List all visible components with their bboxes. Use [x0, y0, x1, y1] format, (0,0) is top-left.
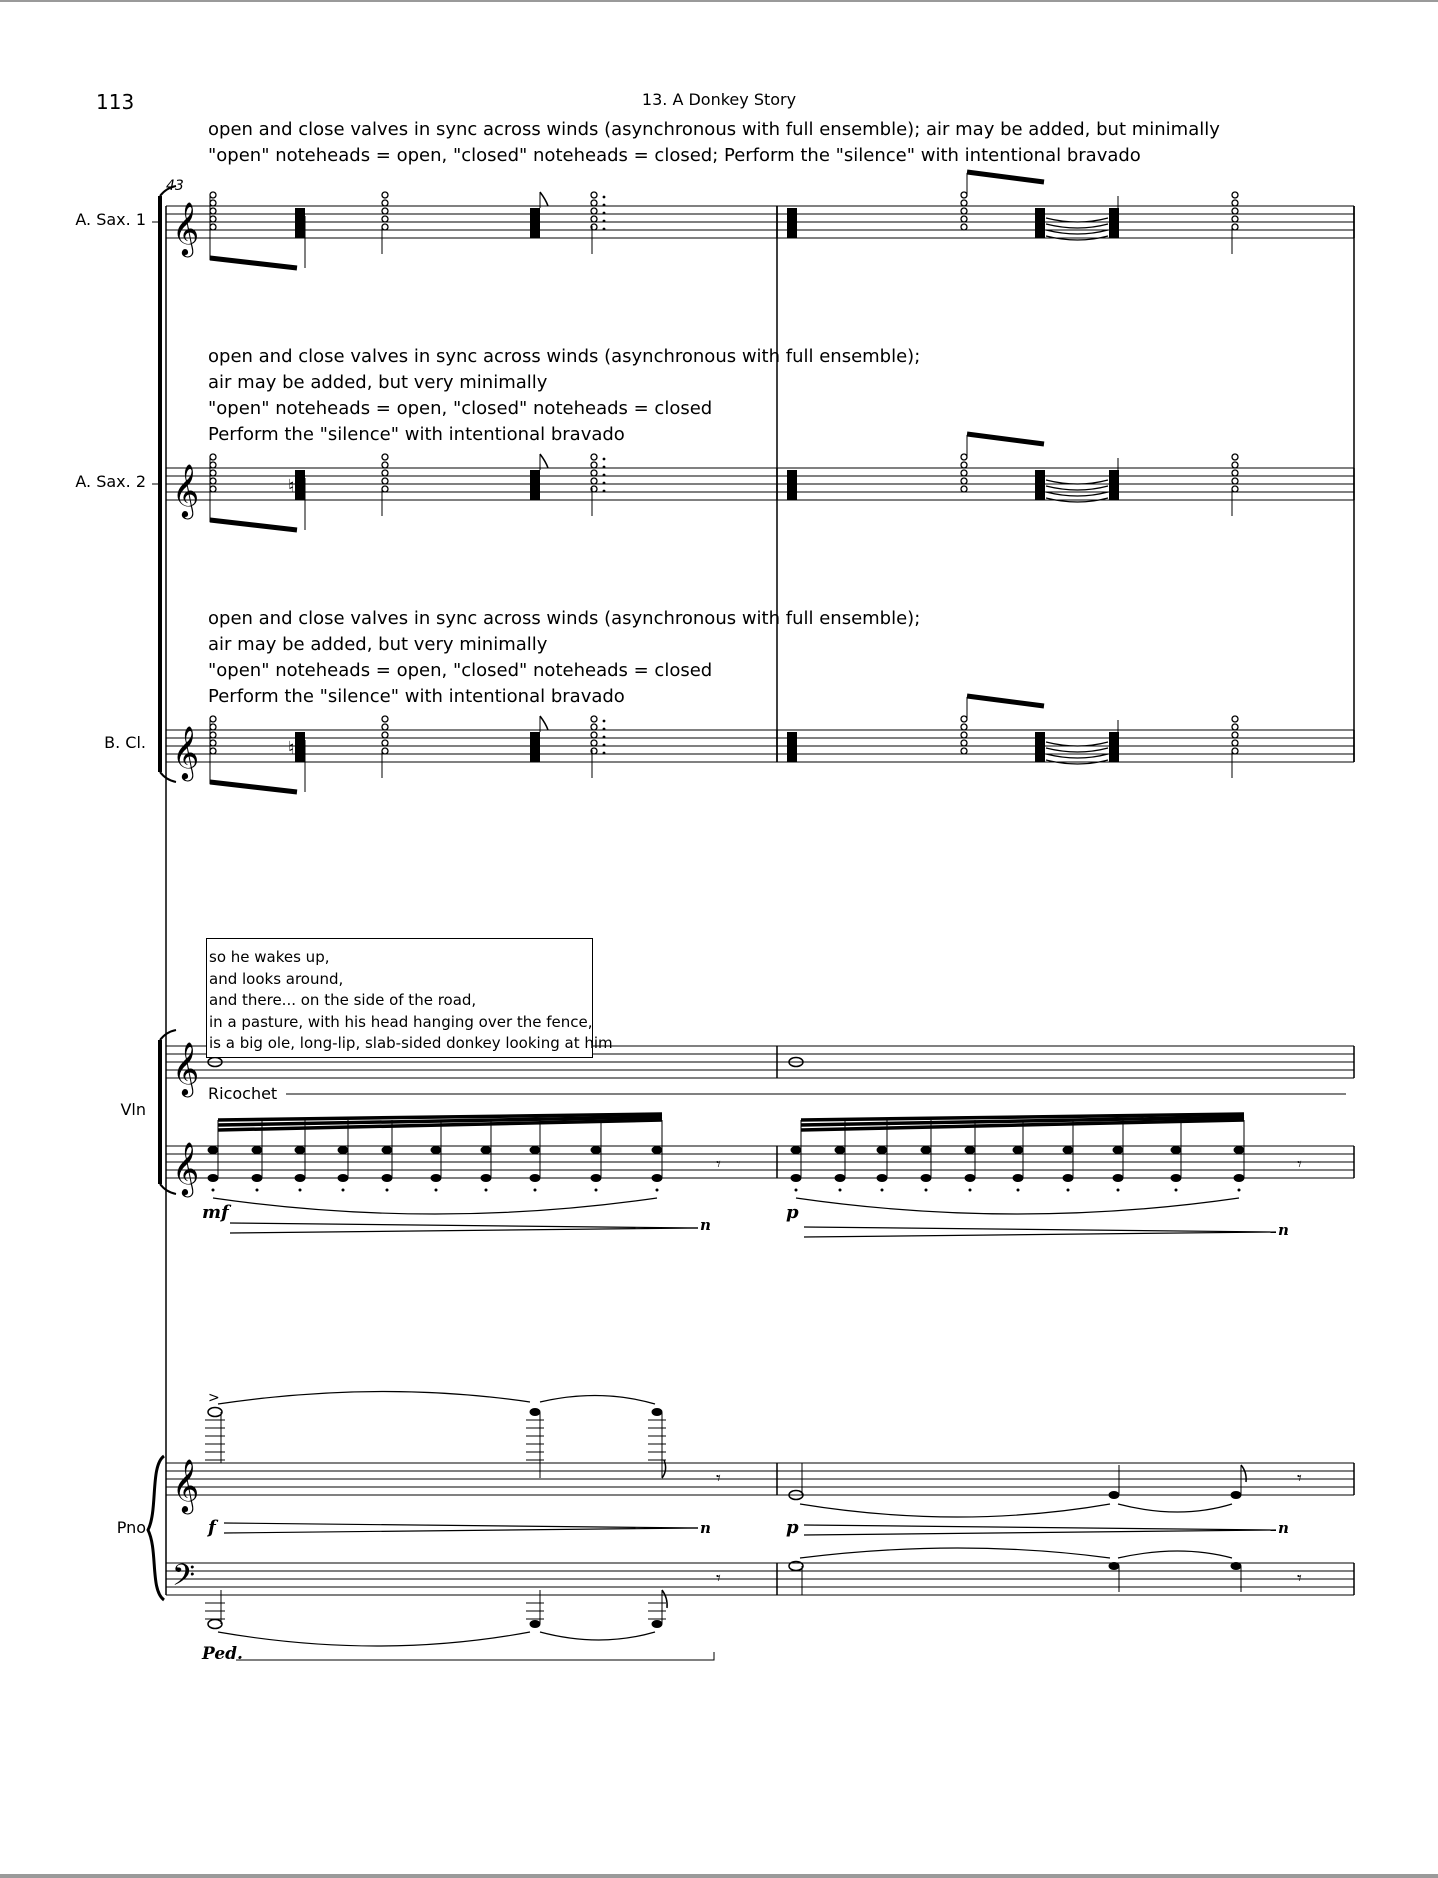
- notehead: [591, 1174, 602, 1182]
- notehead: [791, 1174, 802, 1182]
- notehead: [530, 1620, 541, 1628]
- closed-notehead: [787, 208, 797, 238]
- open-notehead: [961, 740, 967, 746]
- half-note: [208, 1408, 222, 1417]
- open-notehead: [591, 200, 597, 206]
- notehead: [877, 1146, 888, 1154]
- dot: [603, 490, 606, 493]
- notehead: [1063, 1146, 1074, 1154]
- staccato-dot: [435, 1189, 438, 1192]
- open-notehead: [382, 732, 388, 738]
- violin-bracket-top: [160, 1030, 176, 1040]
- notehead: [652, 1146, 663, 1154]
- closed-notehead: [295, 470, 305, 500]
- dot: [603, 204, 606, 207]
- staccato-dot: [534, 1189, 537, 1192]
- open-notehead: [591, 216, 597, 222]
- closed-notehead: [1035, 470, 1045, 500]
- open-notehead: [210, 200, 216, 206]
- closed-notehead: [530, 732, 540, 762]
- notehead: [382, 1146, 393, 1154]
- tie: [1046, 748, 1108, 752]
- story-line: is a big ole, long-lip, slab-sided donkey looking at him: [209, 1034, 613, 1052]
- open-notehead: [382, 208, 388, 214]
- accent: >: [208, 1390, 220, 1406]
- open-notehead: [382, 740, 388, 746]
- instruction-bcl-line3: "open" noteheads = open, "closed" noteheads = closed: [208, 660, 713, 681]
- hairpin: [230, 1228, 698, 1233]
- flag: [540, 192, 548, 206]
- notehead: [652, 1408, 663, 1416]
- notehead: [921, 1174, 932, 1182]
- notehead: [1063, 1174, 1074, 1182]
- slur: [213, 1198, 657, 1214]
- instruction-asax2-line3: "open" noteheads = open, "closed" noteheads = closed: [208, 398, 713, 419]
- staccato-dot: [795, 1189, 798, 1192]
- measure-number: 43: [166, 178, 184, 194]
- tie: [800, 1548, 1110, 1558]
- open-notehead: [961, 732, 967, 738]
- notehead: [1171, 1146, 1182, 1154]
- staccato-dot: [485, 1189, 488, 1192]
- open-notehead: [1232, 470, 1238, 476]
- notehead: [1013, 1146, 1024, 1154]
- open-notehead: [1232, 200, 1238, 206]
- page-number: 113: [96, 90, 135, 114]
- notehead: [591, 1146, 602, 1154]
- tie: [1046, 218, 1108, 222]
- beam: [210, 782, 297, 792]
- tie: [1046, 492, 1108, 496]
- notehead: [1113, 1146, 1124, 1154]
- violin-notes: [208, 1058, 1347, 1215]
- open-notehead: [210, 208, 216, 214]
- notehead: [965, 1146, 976, 1154]
- eighth-rest: 𝄾: [716, 1568, 721, 1589]
- staccato-dot: [386, 1189, 389, 1192]
- open-notehead: [961, 200, 967, 206]
- open-notehead: [210, 478, 216, 484]
- natural-sign: ♮: [288, 476, 295, 497]
- tie: [1046, 230, 1108, 234]
- beam: [967, 696, 1044, 706]
- eighth-rest: 𝄾: [1297, 1568, 1302, 1589]
- open-notehead: [1232, 216, 1238, 222]
- open-notehead: [382, 478, 388, 484]
- dynamic-niente-pno-m1: n: [700, 1519, 711, 1537]
- pedal-marking: Ped.: [202, 1644, 243, 1664]
- open-notehead: [961, 462, 967, 468]
- closed-notehead: [1109, 732, 1119, 762]
- notehead: [252, 1146, 263, 1154]
- open-notehead: [382, 716, 388, 722]
- dynamic-niente-vln-m2: n: [1278, 1221, 1289, 1239]
- notehead: [530, 1408, 541, 1416]
- dynamic-pno-m1: f: [208, 1517, 216, 1538]
- tie: [1046, 480, 1108, 484]
- hairpin: [804, 1227, 1276, 1232]
- open-notehead: [961, 192, 967, 198]
- notehead: [791, 1146, 802, 1154]
- hairpin: [804, 1530, 1276, 1535]
- staccato-dot: [656, 1189, 659, 1192]
- system-brackets: [148, 186, 176, 1600]
- notehead: [431, 1174, 442, 1182]
- dot: [603, 736, 606, 739]
- open-notehead: [961, 478, 967, 484]
- open-notehead: [1232, 454, 1238, 460]
- open-notehead: [1232, 478, 1238, 484]
- open-notehead: [1232, 462, 1238, 468]
- staccato-dot: [1067, 1189, 1070, 1192]
- dot: [603, 752, 606, 755]
- instrument-label-bcl: B. Cl.: [104, 733, 146, 752]
- hairpin: [804, 1525, 1276, 1530]
- ricochet-technique-label: Ricochet: [208, 1086, 281, 1102]
- staccato-dot: [881, 1189, 884, 1192]
- notehead: [431, 1146, 442, 1154]
- dynamic-vln-m1: mf: [202, 1202, 229, 1223]
- slur: [796, 1198, 1239, 1214]
- dot: [603, 220, 606, 223]
- staccato-dot: [595, 1189, 598, 1192]
- eighth-rest: 𝄾: [716, 1468, 721, 1489]
- closed-notehead: [1109, 470, 1119, 500]
- open-notehead: [1232, 716, 1238, 722]
- closed-notehead: [295, 732, 305, 762]
- notehead: [1109, 1491, 1120, 1499]
- flag: [540, 454, 548, 468]
- dynamic-niente-pno-m2: n: [1278, 1519, 1289, 1537]
- notehead: [1109, 1562, 1120, 1570]
- notehead: [295, 1146, 306, 1154]
- notehead: [652, 1620, 663, 1628]
- eighth-rest: 𝄾: [1297, 1468, 1302, 1489]
- open-notehead: [210, 224, 216, 230]
- open-notehead: [210, 748, 216, 754]
- tie: [1118, 1551, 1232, 1558]
- closed-notehead: [787, 732, 797, 762]
- notehead: [835, 1174, 846, 1182]
- open-notehead: [591, 462, 597, 468]
- open-notehead: [961, 224, 967, 230]
- open-notehead: [961, 208, 967, 214]
- eighth-rest: 𝄾: [716, 1154, 721, 1175]
- open-notehead: [210, 454, 216, 460]
- closed-notehead: [530, 470, 540, 500]
- open-notehead: [210, 486, 216, 492]
- open-notehead: [591, 732, 597, 738]
- notehead: [877, 1174, 888, 1182]
- dot: [603, 744, 606, 747]
- hairpin: [230, 1223, 698, 1228]
- staccato-dot: [299, 1189, 302, 1192]
- notehead: [338, 1146, 349, 1154]
- open-notehead: [382, 462, 388, 468]
- hairpins: [224, 1223, 1276, 1538]
- beam: [210, 258, 297, 268]
- open-notehead: [210, 732, 216, 738]
- natural-sign: ♮: [288, 738, 295, 759]
- open-notehead: [210, 192, 216, 198]
- instruction-asax1-line1: open and close valves in sync across winds (asynchronous with full ensemble); air may be added, but minimally: [208, 119, 1220, 140]
- half-note: [208, 1620, 222, 1629]
- treble-clef-bcl: 𝄞: [172, 725, 200, 779]
- clefs: [172, 201, 199, 1600]
- tie: [1046, 742, 1108, 746]
- open-notehead: [591, 716, 597, 722]
- open-notehead: [382, 224, 388, 230]
- dot: [603, 474, 606, 477]
- notehead: [252, 1174, 263, 1182]
- notehead: [921, 1146, 932, 1154]
- open-notehead: [382, 200, 388, 206]
- tie: [540, 1395, 655, 1404]
- staccato-dot: [1175, 1189, 1178, 1192]
- flag: [540, 716, 548, 730]
- open-notehead: [210, 740, 216, 746]
- pedal-line: [236, 1652, 714, 1660]
- notehead: [1113, 1174, 1124, 1182]
- dynamic-pno-m2: p: [786, 1517, 799, 1538]
- open-notehead: [210, 470, 216, 476]
- open-notehead: [1232, 724, 1238, 730]
- closed-notehead: [1035, 732, 1045, 762]
- staccato-dot: [256, 1189, 259, 1192]
- page-title: 13. A Donkey Story: [641, 90, 797, 109]
- instrument-label-vln: Vln: [120, 1100, 146, 1119]
- staccato-dot: [839, 1189, 842, 1192]
- closed-notehead: [1035, 208, 1045, 238]
- open-notehead: [591, 724, 597, 730]
- tie: [1046, 754, 1108, 758]
- hairpin: [224, 1523, 698, 1528]
- open-notehead: [961, 454, 967, 460]
- open-notehead: [210, 462, 216, 468]
- dynamic-vln-m2: p: [786, 1202, 799, 1223]
- closed-notehead: [1109, 208, 1119, 238]
- notehead: [481, 1146, 492, 1154]
- tie: [1046, 224, 1108, 228]
- hairpin: [804, 1232, 1276, 1237]
- staccato-dot: [342, 1189, 345, 1192]
- tie: [540, 1632, 655, 1640]
- staccato-dot: [969, 1189, 972, 1192]
- top-border: [0, 0, 1438, 2]
- open-notehead: [1232, 732, 1238, 738]
- open-notehead: [1232, 486, 1238, 492]
- notehead: [338, 1174, 349, 1182]
- dot: [603, 458, 606, 461]
- notehead: [481, 1174, 492, 1182]
- closed-notehead: [295, 208, 305, 238]
- dot: [603, 728, 606, 731]
- open-notehead: [961, 724, 967, 730]
- bass-clef-pno-bass: 𝄢: [172, 1559, 196, 1600]
- notehead: [652, 1174, 663, 1182]
- beam: [967, 434, 1044, 444]
- open-notehead: [1232, 192, 1238, 198]
- open-notehead: [382, 192, 388, 198]
- dot: [603, 196, 606, 199]
- piano-brace: [148, 1456, 164, 1600]
- notehead: [1234, 1146, 1245, 1154]
- notehead: [1231, 1491, 1242, 1499]
- treble-clef-pno-treble: 𝄞: [172, 1458, 200, 1512]
- open-notehead: [591, 192, 597, 198]
- instruction-asax2-line1: open and close valves in sync across winds (asynchronous with full ensemble);: [208, 346, 921, 367]
- open-notehead: [382, 486, 388, 492]
- staccato-dot: [1238, 1189, 1241, 1192]
- tie: [800, 1504, 1110, 1517]
- dot: [603, 482, 606, 485]
- treble-clef-asax1: 𝄞: [172, 201, 200, 255]
- staccato-dot: [212, 1189, 215, 1192]
- notehead: [1171, 1174, 1182, 1182]
- closed-notehead: [787, 470, 797, 500]
- open-notehead: [210, 724, 216, 730]
- open-notehead: [591, 470, 597, 476]
- bottom-border: [0, 1874, 1438, 1878]
- open-notehead: [961, 470, 967, 476]
- treble-clef-vln-lower: 𝄞: [172, 1141, 200, 1195]
- open-notehead: [961, 486, 967, 492]
- open-notehead: [382, 454, 388, 460]
- beam: [210, 520, 297, 530]
- notehead: [295, 1174, 306, 1182]
- staccato-dot: [1017, 1189, 1020, 1192]
- story-text-box: [206, 938, 613, 1058]
- instruction-asax1-line2: "open" noteheads = open, "closed" noteheads = closed; Perform the "silence" with intentional bravado: [208, 145, 1141, 166]
- open-notehead: [591, 478, 597, 484]
- notehead: [208, 1146, 219, 1154]
- instruction-bcl-line1: open and close valves in sync across winds (asynchronous with full ensemble);: [208, 608, 921, 629]
- instrument-label-asax1: A. Sax. 1: [75, 210, 146, 229]
- notehead: [1231, 1562, 1242, 1570]
- open-notehead: [1232, 224, 1238, 230]
- instrument-label-pno: Pno: [116, 1518, 146, 1537]
- open-notehead: [961, 716, 967, 722]
- treble-clef-vln-upper: 𝄞: [172, 1041, 200, 1095]
- open-notehead: [591, 740, 597, 746]
- instruction-bcl-line2: air may be added, but very minimally: [208, 634, 548, 655]
- notehead: [530, 1174, 541, 1182]
- closed-notehead: [530, 208, 540, 238]
- instrument-label-asax2: A. Sax. 2: [75, 472, 146, 491]
- notehead: [965, 1174, 976, 1182]
- tie: [218, 1632, 530, 1646]
- open-notehead: [1232, 208, 1238, 214]
- hairpin: [224, 1528, 698, 1533]
- dot: [603, 212, 606, 215]
- open-notehead: [382, 748, 388, 754]
- notehead: [382, 1174, 393, 1182]
- open-notehead: [1232, 740, 1238, 746]
- beam: [967, 172, 1044, 182]
- story-line: so he wakes up,: [209, 948, 330, 966]
- story-line: and there... on the side of the road,: [209, 991, 477, 1009]
- open-notehead: [1232, 748, 1238, 754]
- open-notehead: [591, 208, 597, 214]
- staccato-dot: [1117, 1189, 1120, 1192]
- dot: [603, 720, 606, 723]
- instruction-asax2-line2: air may be added, but very minimally: [208, 372, 548, 393]
- open-notehead: [210, 216, 216, 222]
- open-notehead: [961, 216, 967, 222]
- dot: [603, 228, 606, 231]
- dot: [603, 466, 606, 469]
- tie: [1118, 1504, 1232, 1512]
- eighth-rest: 𝄾: [1297, 1154, 1302, 1175]
- notehead: [530, 1146, 541, 1154]
- dynamic-niente-vln-m1: n: [700, 1216, 711, 1234]
- notehead: [1234, 1174, 1245, 1182]
- open-notehead: [591, 454, 597, 460]
- story-line: in a pasture, with his head hanging over the fence,: [209, 1012, 593, 1031]
- tie: [218, 1391, 530, 1404]
- open-notehead: [961, 748, 967, 754]
- notehead: [1013, 1174, 1024, 1182]
- tie: [1046, 486, 1108, 490]
- story-line: and looks around,: [209, 969, 344, 988]
- instruction-asax2-line4: Perform the "silence" with intentional bravado: [208, 424, 625, 445]
- open-notehead: [382, 724, 388, 730]
- open-notehead: [382, 470, 388, 476]
- flag: [662, 1590, 667, 1608]
- open-notehead: [210, 716, 216, 722]
- treble-clef-asax2: 𝄞: [172, 463, 200, 517]
- notehead: [835, 1146, 846, 1154]
- instruction-bcl-line4: Perform the "silence" with intentional bravado: [208, 686, 625, 707]
- staccato-dot: [925, 1189, 928, 1192]
- open-notehead: [382, 216, 388, 222]
- notehead: [208, 1174, 219, 1182]
